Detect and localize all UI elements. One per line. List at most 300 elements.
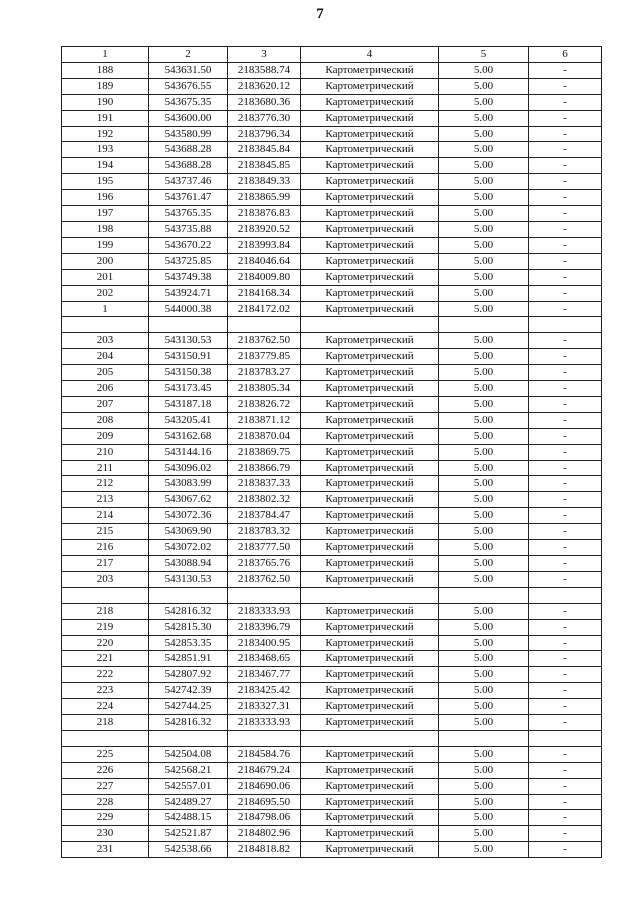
table-cell [439, 317, 529, 333]
table-cell: 2183826.72 [228, 396, 301, 412]
table-cell: Картометрический [301, 508, 439, 524]
table-cell: 543735.88 [149, 221, 228, 237]
table-cell: 1 [62, 301, 149, 317]
table-cell [62, 587, 149, 603]
table-cell: 5.00 [439, 651, 529, 667]
table-cell: 542744.25 [149, 699, 228, 715]
table-row [62, 333, 602, 349]
table-cell: 5.00 [439, 794, 529, 810]
table-cell [62, 317, 149, 333]
table-cell: Картометрический [301, 715, 439, 731]
table-row [62, 317, 602, 333]
table-row [62, 206, 602, 222]
table-row [62, 524, 602, 540]
table-cell [149, 587, 228, 603]
table-row [62, 301, 602, 317]
table-cell: Картометрический [301, 237, 439, 253]
table-cell: 2183869.75 [228, 444, 301, 460]
table-cell: - [529, 524, 602, 540]
table-cell: 543600.00 [149, 110, 228, 126]
table-cell: 2183866.79 [228, 460, 301, 476]
table-cell: 5.00 [439, 412, 529, 428]
column-header: 6 [529, 47, 602, 63]
table-cell: Картометрический [301, 524, 439, 540]
table-cell: 543676.55 [149, 78, 228, 94]
table-row [62, 349, 602, 365]
table-cell: 2183845.85 [228, 158, 301, 174]
table-cell: 2183865.99 [228, 190, 301, 206]
table-cell: 212 [62, 476, 149, 492]
table-cell: 543130.53 [149, 571, 228, 587]
table-cell: 215 [62, 524, 149, 540]
table-row [62, 730, 602, 746]
table-cell: 203 [62, 333, 149, 349]
table-row [62, 142, 602, 158]
table-cell: 5.00 [439, 158, 529, 174]
table-cell: Картометрический [301, 492, 439, 508]
table-cell: 2183845.84 [228, 142, 301, 158]
table-cell: 543688.28 [149, 142, 228, 158]
table-cell: 2183333.93 [228, 603, 301, 619]
table-cell: Картометрический [301, 651, 439, 667]
table-cell: 5.00 [439, 396, 529, 412]
table-cell: 191 [62, 110, 149, 126]
table-cell: 5.00 [439, 555, 529, 571]
table-cell: 192 [62, 126, 149, 142]
table-cell: 5.00 [439, 842, 529, 858]
table-cell: 2183776.30 [228, 110, 301, 126]
table-cell: 2183779.85 [228, 349, 301, 365]
table-cell: 5.00 [439, 460, 529, 476]
table-cell: - [529, 699, 602, 715]
table-row [62, 174, 602, 190]
table-cell: 5.00 [439, 667, 529, 683]
table-cell: - [529, 396, 602, 412]
table-cell: 2183680.36 [228, 94, 301, 110]
table-row [62, 540, 602, 556]
table-cell: 5.00 [439, 444, 529, 460]
table-cell: 542488.15 [149, 810, 228, 826]
table-cell: 543675.35 [149, 94, 228, 110]
table-cell: 543072.02 [149, 540, 228, 556]
table-cell: 5.00 [439, 762, 529, 778]
table-row [62, 603, 602, 619]
table-cell: 197 [62, 206, 149, 222]
table-cell: 5.00 [439, 715, 529, 731]
table-cell: 5.00 [439, 778, 529, 794]
table-cell: Картометрический [301, 571, 439, 587]
table-cell: 543072.36 [149, 508, 228, 524]
table-cell: Картометрический [301, 699, 439, 715]
table-cell: 543737.46 [149, 174, 228, 190]
table-cell: - [529, 778, 602, 794]
table-cell: Картометрический [301, 667, 439, 683]
table-cell: 190 [62, 94, 149, 110]
table-cell: 2183802.32 [228, 492, 301, 508]
table-row [62, 444, 602, 460]
table-cell: 543765.35 [149, 206, 228, 222]
table-cell: 2183920.52 [228, 221, 301, 237]
table-cell: 2184584.76 [228, 746, 301, 762]
table-cell: 5.00 [439, 826, 529, 842]
table-cell: - [529, 492, 602, 508]
table-cell: 543162.68 [149, 428, 228, 444]
table-cell: 543096.02 [149, 460, 228, 476]
table-cell: 5.00 [439, 78, 529, 94]
table-cell: 543130.53 [149, 333, 228, 349]
table-cell: Картометрический [301, 349, 439, 365]
table-cell: Картометрический [301, 253, 439, 269]
table-cell: Картометрический [301, 381, 439, 397]
table-cell: 2183467.77 [228, 667, 301, 683]
table-cell [228, 730, 301, 746]
table-cell: 543749.38 [149, 269, 228, 285]
table-cell: Картометрический [301, 810, 439, 826]
table-cell: 2183849.33 [228, 174, 301, 190]
table-cell: 542538.66 [149, 842, 228, 858]
table-row [62, 190, 602, 206]
table-cell [301, 730, 439, 746]
table-row [62, 778, 602, 794]
table-cell: 542568.21 [149, 762, 228, 778]
table-row [62, 62, 602, 78]
table-cell: - [529, 253, 602, 269]
table-cell: - [529, 381, 602, 397]
column-header: 3 [228, 47, 301, 63]
table-cell: Картометрический [301, 619, 439, 635]
table-cell: 543205.41 [149, 412, 228, 428]
table-cell: 542815.30 [149, 619, 228, 635]
table-row [62, 746, 602, 762]
table-cell: 2184690.06 [228, 778, 301, 794]
table-cell: 5.00 [439, 62, 529, 78]
table-cell: 5.00 [439, 524, 529, 540]
table-cell: - [529, 762, 602, 778]
table-cell: 211 [62, 460, 149, 476]
table-row [62, 826, 602, 842]
table-cell: 2183762.50 [228, 333, 301, 349]
table-cell: 199 [62, 237, 149, 253]
table-cell: Картометрический [301, 78, 439, 94]
table-cell: 202 [62, 285, 149, 301]
table-cell: 5.00 [439, 619, 529, 635]
table-cell: 196 [62, 190, 149, 206]
table-cell: 194 [62, 158, 149, 174]
table-cell: - [529, 508, 602, 524]
table-cell: - [529, 476, 602, 492]
table-cell: 219 [62, 619, 149, 635]
table-cell: 2184802.96 [228, 826, 301, 842]
table-row [62, 555, 602, 571]
table-cell: 543725.85 [149, 253, 228, 269]
table-cell: 193 [62, 142, 149, 158]
table-cell: 542816.32 [149, 715, 228, 731]
table-cell: Картометрический [301, 842, 439, 858]
table-cell: 2184046.64 [228, 253, 301, 269]
table-cell: 5.00 [439, 540, 529, 556]
table-cell [529, 317, 602, 333]
table-cell: 207 [62, 396, 149, 412]
table-cell: 201 [62, 269, 149, 285]
table-cell: 5.00 [439, 301, 529, 317]
table-cell: 2183588.74 [228, 62, 301, 78]
table-cell: 543150.91 [149, 349, 228, 365]
table-cell: 5.00 [439, 492, 529, 508]
table-cell: - [529, 651, 602, 667]
table-cell: 5.00 [439, 365, 529, 381]
table-row [62, 667, 602, 683]
table-cell: 2183425.42 [228, 683, 301, 699]
table-cell: - [529, 174, 602, 190]
table-row [62, 762, 602, 778]
table-cell: 5.00 [439, 508, 529, 524]
table-cell: 2183620.12 [228, 78, 301, 94]
table-cell: 544000.38 [149, 301, 228, 317]
table-cell: 2184168.34 [228, 285, 301, 301]
table-cell: - [529, 826, 602, 842]
table-cell: - [529, 667, 602, 683]
table-cell: 543670.22 [149, 237, 228, 253]
table-row [62, 126, 602, 142]
table-cell: 208 [62, 412, 149, 428]
table-cell: 2183993.84 [228, 237, 301, 253]
table-cell: 5.00 [439, 206, 529, 222]
table-cell: 5.00 [439, 190, 529, 206]
table-cell: 543761.47 [149, 190, 228, 206]
table-row [62, 460, 602, 476]
table-cell: 5.00 [439, 635, 529, 651]
table-cell: Картометрический [301, 444, 439, 460]
table-cell: - [529, 333, 602, 349]
table-cell: 5.00 [439, 333, 529, 349]
table-cell: Картометрический [301, 190, 439, 206]
page-number: 7 [316, 6, 324, 22]
table-cell: - [529, 619, 602, 635]
table-cell: Картометрический [301, 158, 439, 174]
table-cell: 2183762.50 [228, 571, 301, 587]
table-cell: 200 [62, 253, 149, 269]
table-row [62, 285, 602, 301]
table-cell: - [529, 683, 602, 699]
table-cell: 5.00 [439, 269, 529, 285]
table-row [62, 651, 602, 667]
table-cell [439, 730, 529, 746]
table-cell: 227 [62, 778, 149, 794]
table-cell: Картометрический [301, 683, 439, 699]
table-cell: 542521.87 [149, 826, 228, 842]
table-cell: 543088.94 [149, 555, 228, 571]
table-cell: 229 [62, 810, 149, 826]
table-cell: 220 [62, 635, 149, 651]
table-cell: - [529, 365, 602, 381]
table-cell: - [529, 110, 602, 126]
table-cell [529, 587, 602, 603]
table-row [62, 269, 602, 285]
table-cell: 543187.18 [149, 396, 228, 412]
table-cell: Картометрический [301, 476, 439, 492]
table-cell: Картометрический [301, 94, 439, 110]
table-header-row [62, 47, 602, 63]
table-row [62, 94, 602, 110]
table-cell: 543580.99 [149, 126, 228, 142]
table-row [62, 396, 602, 412]
table-cell: - [529, 158, 602, 174]
table-cell: - [529, 715, 602, 731]
table-cell: 230 [62, 826, 149, 842]
table-row [62, 587, 602, 603]
table-cell: - [529, 285, 602, 301]
table-cell: 203 [62, 571, 149, 587]
table-cell: 543144.16 [149, 444, 228, 460]
table-row [62, 158, 602, 174]
table-cell: Картометрический [301, 142, 439, 158]
table-row [62, 699, 602, 715]
table-cell: - [529, 810, 602, 826]
table-cell: 542851.91 [149, 651, 228, 667]
table-cell: 213 [62, 492, 149, 508]
table-cell: - [529, 126, 602, 142]
table-cell: - [529, 444, 602, 460]
table-cell: 214 [62, 508, 149, 524]
table-cell: - [529, 221, 602, 237]
table-cell: 2183870.04 [228, 428, 301, 444]
table-row [62, 78, 602, 94]
table-cell: 218 [62, 715, 149, 731]
table-cell: 225 [62, 746, 149, 762]
table-cell: Картометрический [301, 635, 439, 651]
table-cell: 2184695.50 [228, 794, 301, 810]
table-cell: 5.00 [439, 476, 529, 492]
table-cell: Картометрический [301, 301, 439, 317]
table-row [62, 237, 602, 253]
table-row [62, 794, 602, 810]
table-cell [301, 317, 439, 333]
table-cell: Картометрический [301, 365, 439, 381]
table-cell: 5.00 [439, 142, 529, 158]
table-cell: - [529, 269, 602, 285]
column-header: 1 [62, 47, 149, 63]
table-cell: 198 [62, 221, 149, 237]
table-cell: 2183784.47 [228, 508, 301, 524]
table-row [62, 508, 602, 524]
table-cell: 2183396.79 [228, 619, 301, 635]
table-cell [149, 317, 228, 333]
table-row [62, 476, 602, 492]
table-cell: 5.00 [439, 174, 529, 190]
table-cell: Картометрический [301, 412, 439, 428]
table-row [62, 492, 602, 508]
table-row [62, 428, 602, 444]
table-row [62, 635, 602, 651]
table-row [62, 715, 602, 731]
table-cell: - [529, 142, 602, 158]
table-cell [301, 587, 439, 603]
table-cell: Картометрический [301, 110, 439, 126]
table-cell: 543631.50 [149, 62, 228, 78]
table-cell [149, 730, 228, 746]
table-cell: - [529, 412, 602, 428]
table-cell: 2183837.33 [228, 476, 301, 492]
table-cell: 217 [62, 555, 149, 571]
table-cell: - [529, 555, 602, 571]
table-cell: Картометрический [301, 206, 439, 222]
table-cell: 189 [62, 78, 149, 94]
table-row [62, 842, 602, 858]
column-header: 2 [149, 47, 228, 63]
table-cell: 205 [62, 365, 149, 381]
table-cell: 5.00 [439, 349, 529, 365]
table-cell: Картометрический [301, 333, 439, 349]
table-cell: 221 [62, 651, 149, 667]
table-cell: 224 [62, 699, 149, 715]
table-cell: Картометрический [301, 126, 439, 142]
table-cell: 2184009.80 [228, 269, 301, 285]
table-cell: 2183871.12 [228, 412, 301, 428]
table-cell: 222 [62, 667, 149, 683]
table-cell: 2183796.34 [228, 126, 301, 142]
table-cell [439, 587, 529, 603]
table-cell: - [529, 603, 602, 619]
table-cell: Картометрический [301, 762, 439, 778]
table-cell: 542504.08 [149, 746, 228, 762]
table-cell: Картометрический [301, 460, 439, 476]
table-cell: - [529, 794, 602, 810]
table-row [62, 571, 602, 587]
table-cell: 5.00 [439, 746, 529, 762]
table-cell: 5.00 [439, 285, 529, 301]
table-cell: - [529, 237, 602, 253]
table-cell: 5.00 [439, 237, 529, 253]
table-cell: 5.00 [439, 428, 529, 444]
table-cell [62, 730, 149, 746]
table-row [62, 619, 602, 635]
table-cell: 542816.32 [149, 603, 228, 619]
table-cell: 2183777.50 [228, 540, 301, 556]
table-cell: 228 [62, 794, 149, 810]
table-cell [529, 730, 602, 746]
table-cell [228, 587, 301, 603]
table-cell: 2183876.83 [228, 206, 301, 222]
table-row [62, 110, 602, 126]
table-cell: 195 [62, 174, 149, 190]
table-cell: 2184679.24 [228, 762, 301, 778]
table-cell: Картометрический [301, 174, 439, 190]
table-cell: 5.00 [439, 603, 529, 619]
table-cell: - [529, 206, 602, 222]
table-cell: 2183783.32 [228, 524, 301, 540]
table-cell: Картометрический [301, 555, 439, 571]
table-cell: - [529, 746, 602, 762]
coordinates-table [61, 46, 602, 858]
table-cell: 542807.92 [149, 667, 228, 683]
table-cell: 216 [62, 540, 149, 556]
table-row [62, 683, 602, 699]
table-cell: 2183805.34 [228, 381, 301, 397]
table-cell: 5.00 [439, 810, 529, 826]
table-cell: - [529, 460, 602, 476]
table-row [62, 253, 602, 269]
table-cell: Картометрический [301, 778, 439, 794]
table-cell [228, 317, 301, 333]
table-cell: 2183765.76 [228, 555, 301, 571]
table-cell: - [529, 78, 602, 94]
table-row [62, 381, 602, 397]
table-cell: - [529, 428, 602, 444]
table-cell: 543083.99 [149, 476, 228, 492]
table-cell: 2184818.82 [228, 842, 301, 858]
table-cell: 2183327.31 [228, 699, 301, 715]
table-cell: 2184172.02 [228, 301, 301, 317]
